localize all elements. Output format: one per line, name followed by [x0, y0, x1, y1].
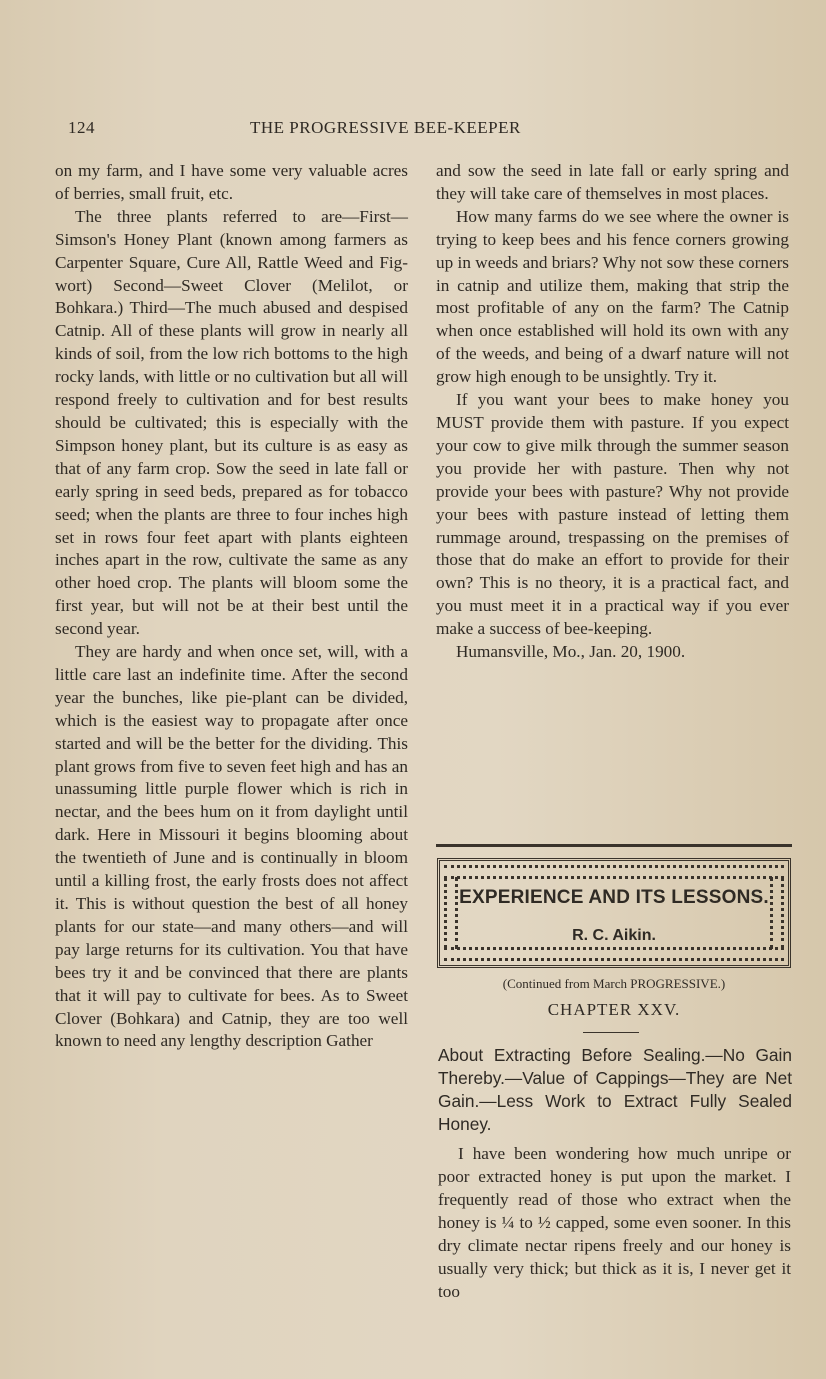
right-column	[436, 160, 789, 664]
paragraph: I have been wondering how much unripe or poor extracted honey is put upon the market. I frequently read of those who extract when the honey is ¼ to ½ capped, some even sooner. In this dry climate nectar ripens freely and our honey is usually very thick; but thick as it is, I never get it too	[438, 1144, 791, 1301]
dateline: Humansville, Mo., Jan. 20, 1900.	[456, 642, 686, 662]
article-title-box	[437, 858, 791, 968]
page-number: 124	[68, 118, 95, 137]
paragraph: They are hardy and when once set, will, with a little care last an indefinite time. After the second year the bunches, like pie-plant can be divided, which is the easiest way to propagate after once started and will be the better for the dividing. This plant grows from five to seven feet high and has an unassuming little purple flower which is rich in nectar, and the bees hum on it from daylight until dark. Here in Missouri it begins blooming about the twentieth of June and is continually in bloom until a killing frost, the early frosts does not affect it. This is without question the best of all honey plants for our state—and many others—and will pay large returns for its cultivation. You that have bees try it and be convinced that there are plants that it will pay to cultivate for bees. As to Sweet Clover (Bohkara) and Catnip, they are too well known to need any lengthy description Gather	[55, 642, 408, 1051]
page-header	[68, 118, 788, 144]
article-body	[438, 1142, 791, 1303]
chapter-subheading: About Extracting Before Sealing.—No Gain Thereby.—Value of Cappings—They are Net Gain.—Less Work to Extract Fully Sealed Honey.	[438, 1045, 792, 1134]
article-author: R. C. Aikin.	[572, 927, 656, 944]
paragraph: and sow the seed in late fall or early spring and they will take care of themselves in most places.	[436, 161, 789, 203]
chain-border-ornament	[444, 865, 784, 879]
paragraph: The three plants referred to are—First—Simson's Honey Plant (known among farmers as Carpenter Square, Cure All, Rattle Weed and Fig-wort) Second—Sweet Clover (Melilot, or Bohkara.) Third—The much abused and despised Catnip. All of these plants will grow in nearly all kinds of soil, from the low rich bottoms to the high rocky lands, with little or no cultivation but all will respond freely to cultivation and for best results should be cultivated; this is especially with the Simpson honey plant, but its culture is as easy as that of any farm crop. Sow the seed in late fall or early spring in seed beds, prepared as for tobacco seed; when the plants are three to four inches high set in rows four feet apart with plants eighteen inches apart in the row, cultivate the same as any other hoed crop. The plants will bloom some the first year, but will not be at their best until the second year.	[55, 206, 408, 639]
running-title: THE PROGRESSIVE BEE-KEEPER	[250, 118, 521, 137]
section-divider	[436, 844, 792, 847]
left-column	[55, 160, 408, 1053]
paragraph: on my farm, and I have some very valuable acres of berries, small fruit, etc.	[55, 161, 408, 203]
chain-border-ornament	[444, 947, 784, 961]
short-divider	[583, 1032, 639, 1033]
article-title: EXPERIENCE AND ITS LESSONS.	[459, 887, 769, 908]
paragraph: How many farms do we see where the owner is trying to keep bees and his fence corners growing up in weeds and briars? Why not sow these corners in catnip and utilize them, making that strip the most profitable of any on the farm? The Catnip when once established will hold its own with any of the weeds, and being of a dwarf nature will not grow high enough to be unsightly. Try it.	[436, 206, 789, 387]
chapter-heading: CHAPTER XXV.	[547, 1000, 681, 1019]
paragraph: If you want your bees to make honey you MUST provide them with pasture. If you expect your cow to give milk through the summer season you provide her with pasture. Then why not provide your bees with pasture? Why not provide your bees with pasture instead of letting them rummage around, trespassing on the premises of those that do make an effort to provide for their own? This is no theory, it is a practical fact, and you must meet it in a practical way if you ever make a success of bee-keeping.	[436, 390, 789, 639]
continued-note: (Continued from March PROGRESSIVE.)	[502, 976, 726, 991]
